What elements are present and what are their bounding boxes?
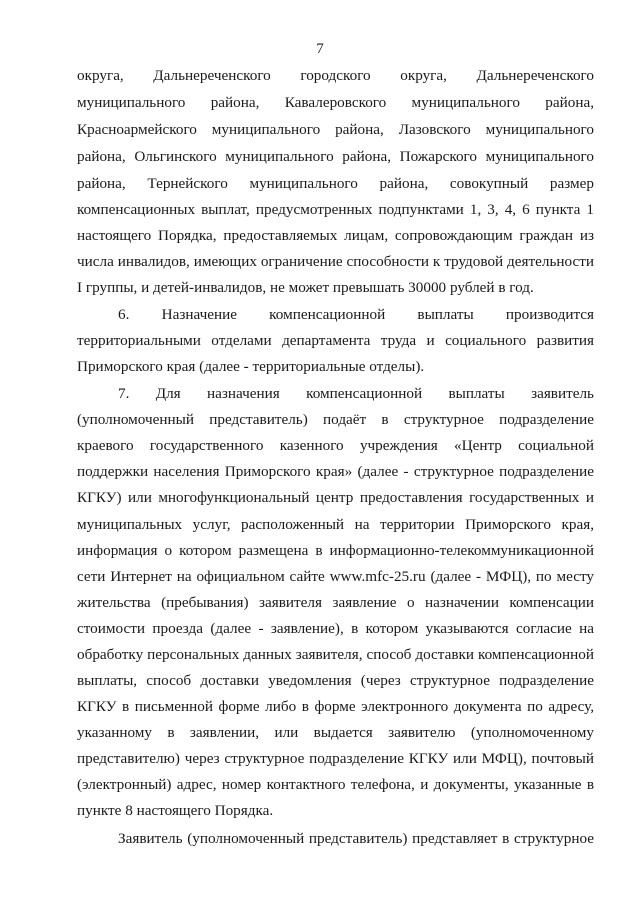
text-line: поддержки населения Приморского края» (далее - структурное подразделение [77, 463, 594, 480]
text-line: (электронный) адрес, номер контактного телефона, и документы, указанные в [77, 776, 594, 793]
text-line: муниципального района, Кавалеровского муниципального района, [77, 94, 594, 111]
text-line: пункте 8 настоящего Порядка. [77, 802, 274, 819]
paragraph-6-first-line: 6. Назначение компенсационной выплаты производится [118, 306, 594, 323]
text-line: Приморского края (далее - территориальные отделы). [77, 358, 425, 375]
text-line: компенсационных выплат, предусмотренных подпунктами 1, 3, 4, 6 пункта 1 [77, 201, 594, 218]
text-line: сети Интернет на официальном сайте www.mfc-25.ru (далее - МФЦ), по месту [77, 568, 594, 585]
text-line: муниципальных услуг, расположенный на территории Приморского края, [77, 516, 594, 533]
text-line: КГКУ) или многофункциональный центр предоставления государственных и [77, 489, 594, 506]
text-line: КГКУ в письменной форме либо в форме электронного документа по адресу, [77, 698, 594, 715]
text-line: района, Тернейского муниципального района, совокупный размер [77, 175, 594, 192]
page-number: 7 [316, 41, 324, 57]
text-line: жительства (пребывания) заявителя заявление о назначении компенсации [77, 594, 594, 611]
text-line: числа инвалидов, имеющих ограничение способности к трудовой деятельности [77, 253, 594, 270]
text-line: указанному в заявлении, или выдается заявителю (уполномоченному [77, 724, 594, 741]
text-line: информация о котором размещена в информационно-телекоммуникационной [77, 542, 594, 559]
text-line: района, Ольгинского муниципального района, Пожарского муниципального [77, 148, 594, 165]
text-line: обработку персональных данных заявителя, способ доставки компенсационной [77, 646, 594, 663]
text-line: стоимости проезда (далее - заявление), в котором указываются согласие на [77, 620, 594, 637]
text-line: представителю) через структурное подразделение КГКУ или МФЦ), почтовый [77, 750, 594, 767]
text-line: настоящего Порядка, предоставляемых лицам, сопровождающим граждан из [77, 227, 594, 244]
text-line: краевого государственного казенного учреждения «Центр социальной [77, 437, 594, 454]
text-line: I группы, и детей-инвалидов, не может превышать 30000 рублей в год. [77, 279, 534, 296]
text-line: выплаты, способ доставки уведомления (через структурное подразделение [77, 672, 594, 689]
text-line: (уполномоченный представитель) подаёт в структурное подразделение [77, 411, 594, 428]
text-line: округа, Дальнереченского городского округа, Дальнереченского [77, 67, 594, 84]
text-line: Красноармейского муниципального района, Лазовского муниципального [77, 121, 594, 138]
paragraph-7-first-line: 7. Для назначения компенсационной выплаты заявитель [118, 385, 594, 402]
paragraph-applicant-first-line: Заявитель (уполномоченный представитель) представляет в структурное [118, 830, 594, 847]
text-line: территориальными отделами департамента труда и социального развития [77, 332, 594, 349]
